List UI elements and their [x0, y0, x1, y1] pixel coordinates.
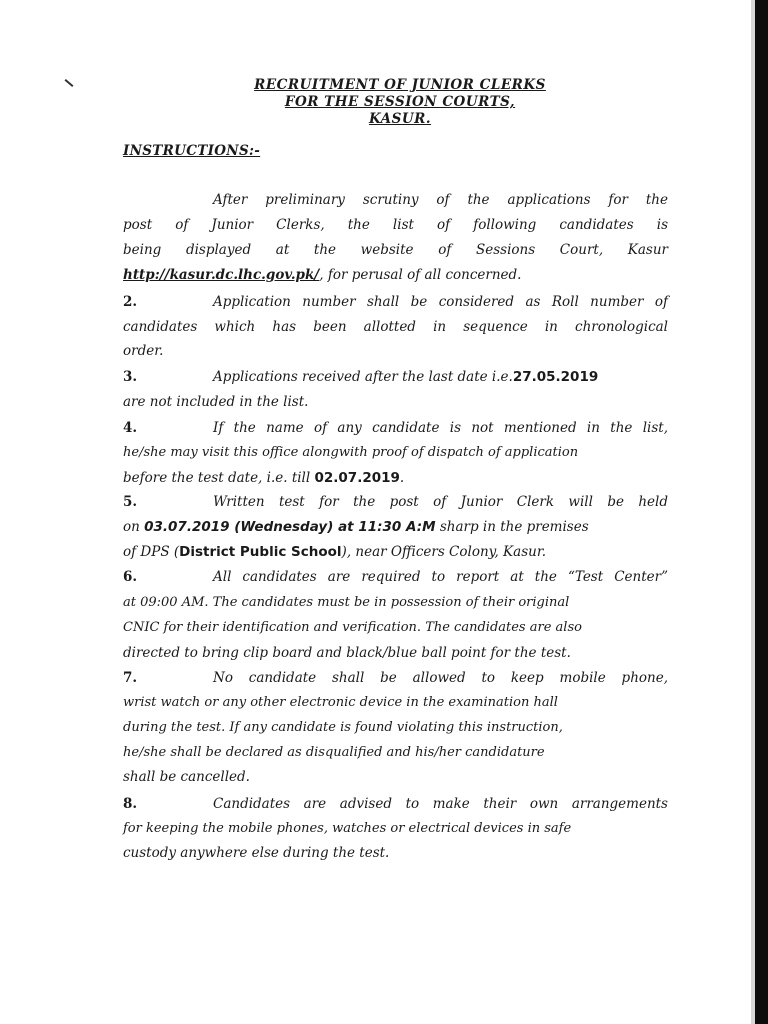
p1-line-1: After preliminary scrutiny of the applications for the — [213, 192, 668, 208]
heading-line-1: RECRUITMENT OF JUNIOR CLERKS — [254, 77, 546, 93]
heading-line-3: KASUR. — [368, 111, 432, 127]
p6-number: 6. — [123, 569, 138, 585]
p5-line-3-end: ), near Officers Colony, Kasur. — [341, 544, 547, 560]
p6-line-3: CNIC for their identification and verification. The candidates are also — [123, 620, 582, 635]
instructions-label: INSTRUCTIONS:- — [123, 143, 261, 159]
p5-line-1: Written test for the post of Junior Clerk will be held — [213, 494, 668, 510]
p5-line-2-end: sharp in the premises — [435, 519, 589, 535]
heading-line-2: FOR THE SESSION COURTS, — [284, 94, 516, 110]
p3-last-date: 27.05.2019 — [512, 369, 599, 385]
p7-line-4: he/she shall be declared as disqualified and his/her candidature — [123, 745, 545, 760]
p1-line-4-tail: , for perusal of all concerned. — [319, 267, 522, 283]
p2-line-2: candidates which has been allotted in sequence in chronological — [123, 319, 668, 335]
p4-line-3 — [123, 470, 668, 486]
p5-school-name: District Public School — [179, 544, 342, 560]
p7-number: 7. — [123, 670, 138, 686]
p3-number: 3. — [123, 369, 138, 385]
p5-test-datetime: 03.07.2019 (Wednesday) at 11:30 A:M — [144, 519, 436, 535]
p4-deadline-date: 02.07.2019 — [314, 470, 400, 486]
p7-line-2: wrist watch or any other electronic device in the examination hall — [123, 695, 558, 710]
p3-line-1 — [213, 369, 668, 385]
p7-line-1: No candidate shall be allowed to keep mobile phone, — [213, 670, 668, 686]
p2-number: 2. — [123, 294, 138, 310]
p3-line-1-text: Applications received after the last date i.e. — [213, 369, 513, 385]
p4-line-2: he/she may visit this office alongwith proof of dispatch of application — [123, 445, 579, 460]
p2-line-1: Application number shall be considered as Roll number of — [213, 294, 668, 310]
p7-line-5: shall be cancelled. — [123, 769, 250, 785]
p6-line-4: directed to bring clip board and black/blue ball point for the test. — [123, 645, 571, 661]
p5-line-2-text: on — [123, 519, 145, 535]
p5-number: 5. — [123, 494, 138, 510]
p8-line-2: for keeping the mobile phones, watches or electrical devices in safe — [123, 821, 572, 836]
p6-line-2: at 09:00 AM. The candidates must be in possession of their original — [123, 595, 570, 610]
p7-line-3: during the test. If any candidate is found violating this instruction, — [123, 720, 563, 735]
p4-line-3-end: . — [399, 470, 405, 486]
p1-line-3: being displayed at the website of Sessions Court, Kasur — [123, 242, 668, 258]
p5-line-2 — [123, 519, 668, 535]
website-link[interactable]: http://kasur.dc.lhc.gov.pk/ — [123, 267, 320, 283]
p2-line-3: order. — [123, 343, 164, 359]
p5-line-3-text: of DPS ( — [123, 544, 180, 560]
p4-line-3-text: before the test date, i.e. till — [123, 470, 315, 486]
p1-line-4 — [123, 267, 668, 283]
p3-line-2: are not included in the list. — [123, 394, 309, 410]
p4-line-1: If the name of any candidate is not mentioned in the list, — [213, 420, 668, 436]
p1-line-2: post of Junior Clerks, the list of following candidates is — [123, 217, 668, 233]
p8-line-1: Candidates are advised to make their own arrangements — [213, 796, 668, 812]
p8-line-3: custody anywhere else during the test. — [123, 845, 390, 861]
scan-edge-bar — [755, 0, 768, 1024]
p5-line-3 — [123, 544, 668, 560]
p8-number: 8. — [123, 796, 138, 812]
p6-line-1: All candidates are required to report at the “Test Center” — [213, 569, 668, 585]
p4-number: 4. — [123, 420, 138, 436]
